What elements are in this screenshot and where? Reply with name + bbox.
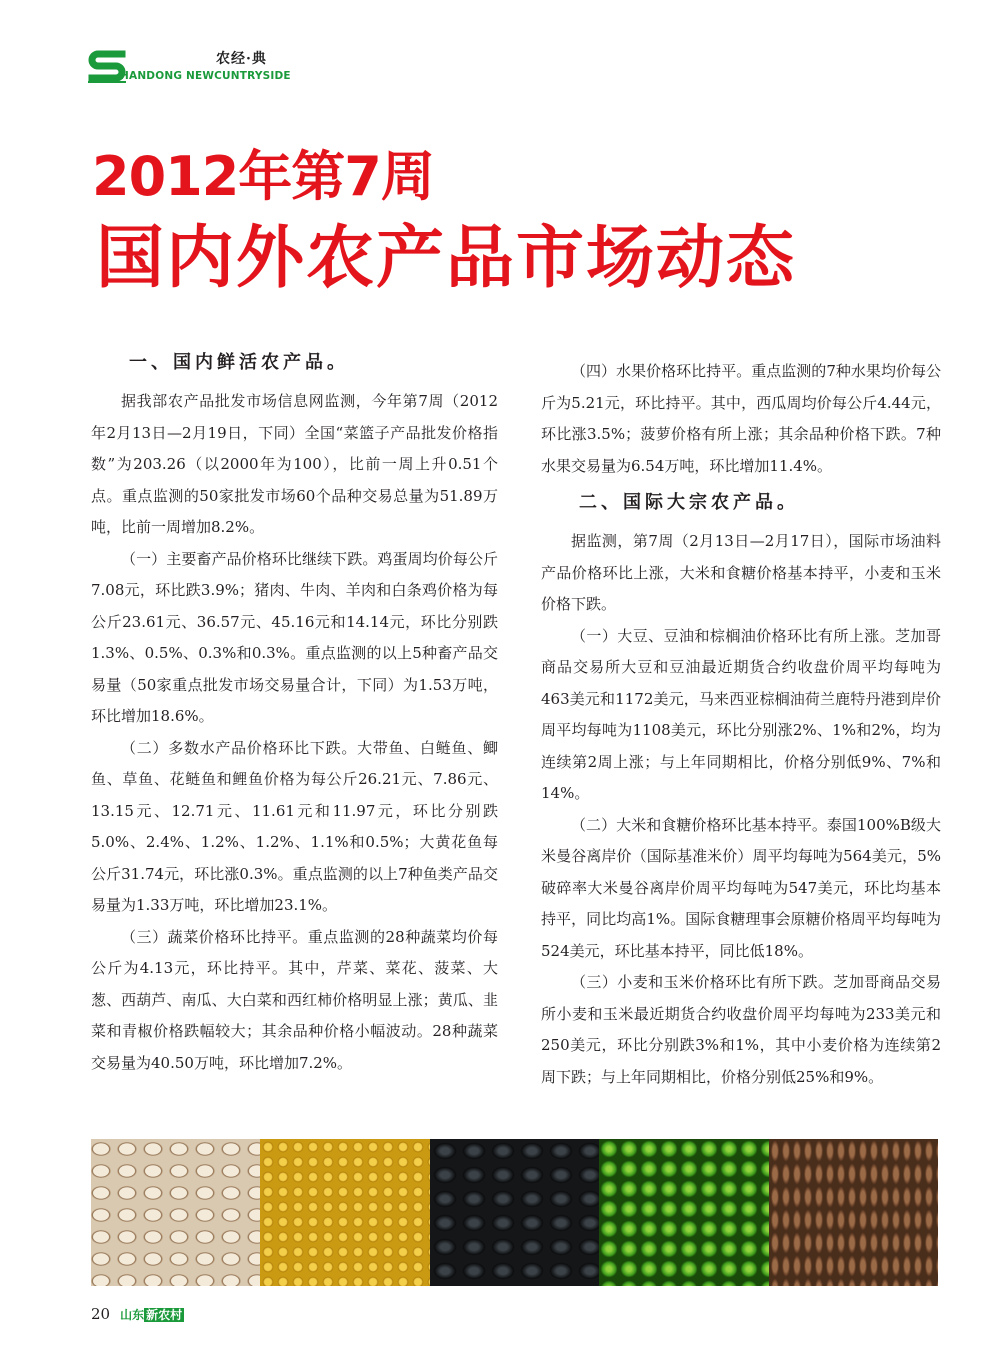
- grain-photo-strip: [91, 1139, 938, 1286]
- body-paragraph: （三）小麦和玉米价格环比有所下跌。芝加哥商品交易所小麦和玉米最近期货合约收盘价周平均每吨为233美元和250美元，环比分别跌3%和1%，其中小麦价格为连续第2周下跌；与上年同期相比，价格分别低25%和9%。: [541, 973, 941, 1086]
- section-category: 农经·典: [216, 51, 267, 67]
- body-paragraph-fruit: （四）水果价格环比持平。重点监测的7种水果均价每公斤为5.21元，环比持平。其中，西瓜周均价每公斤4.44元，环比涨3.5%；菠萝价格有所上涨；其余品种价格下跌。7种水果交易量为6.54万吨，环比增加11.4%。: [541, 362, 941, 475]
- footer-logo-prefix: 山东: [120, 1307, 145, 1322]
- mung-bean-image: [599, 1139, 768, 1286]
- body-paragraph: 据监测，第7周（2月13日—2月17日），国际市场油料产品价格环比上涨，大米和食糖价格基本持平，小麦和玉米价格下跌。: [541, 532, 941, 613]
- body-paragraph: （二）大米和食糖价格环比基本持平。泰国100%B级大米曼谷离岸价（国际基准米价）周平均每吨为564美元，5%破碎率大米曼谷离岸价周平均每吨为547美元，环比均基本持平，同比均高1%。国际食糖理事会原糖价格周平均每吨为524美元，环比基本持平，同比低18%。: [541, 815, 941, 960]
- brown-rice-image: [769, 1139, 938, 1286]
- left-column: [91, 346, 498, 1079]
- page-number: 20: [91, 1305, 111, 1323]
- job-tears-grain-image: [91, 1139, 260, 1286]
- black-bean-image: [430, 1139, 599, 1286]
- section-heading-international: 二、国际大宗农产品。: [579, 492, 799, 513]
- magazine-header: [88, 44, 291, 94]
- body-paragraph: （二）多数水产品价格环比下跌。大带鱼、白鲢鱼、鲫鱼、草鱼、花鲢鱼和鲤鱼价格为每公斤26.21元、7.86元、13.15元、12.71元、11.61元和11.97元，环比分别跌5.0%、2.4%、1.2%、1.2%、1.1%和0.5%；大黄花鱼每公斤31.74元，环比涨0.3%。重点监测的以上7种鱼类产品交易量为1.33万吨，环比增加23.1%。: [91, 738, 498, 914]
- article-title-line2: 国内外农产品市场动态: [96, 219, 797, 298]
- footer-magazine-logo: [120, 1306, 184, 1323]
- footer-logo-suffix: 新农村: [146, 1307, 183, 1322]
- body-paragraph: （一）主要畜产品价格环比继续下跌。鸡蛋周均价每公斤7.08元，环比跌3.9%；猪肉、牛肉、羊肉和白条鸡价格为每公斤23.61元、36.57元、45.16元和14.14元，环比分别跌1.3%、0.5%、0.3%和0.3%。重点监测的以上5种畜产品交易量（50家重点批发市场交易量合计，下同）为1.53万吨，环比增加18.6%。: [91, 549, 498, 725]
- right-column: [541, 356, 941, 1093]
- body-paragraph: （三）蔬菜价格环比持平。重点监测的28种蔬菜均价每公斤为4.13元，环比持平。其中，芹菜、菜花、菠菜、大葱、西葫芦、南瓜、大白菜和西红柿价格明显上涨；黄瓜、韭菜和青椒价格跌幅较大；其余品种价格小幅波动。28种蔬菜交易量为40.50万吨，环比增加7.2%。: [91, 927, 498, 1072]
- section-heading-domestic: 一、国内鲜活农产品。: [129, 352, 349, 373]
- magazine-logo-s-icon: [88, 48, 126, 88]
- body-paragraph: 据我部农产品批发市场信息网监测，今年第7周（2012年2月13日—2月19日，下同）全国“菜篮子产品批发价格指数”为203.26（以2000年为100），比前一周上升0.51个点。重点监测的50家批发市场60个品种交易总量为51.89万吨，比前一周增加8.2%。: [91, 392, 498, 536]
- article-title-line1: 2012年第7周: [92, 145, 434, 208]
- millet-grain-image: [260, 1139, 429, 1286]
- body-paragraph: （一）大豆、豆油和棕榈油价格环比有所上涨。芝加哥商品交易所大豆和豆油最近期货合约收盘价周平均每吨为463美元和1172美元，马来西亚棕榈油荷兰鹿特丹港到岸价周平均每吨为1108美元，环比分别涨2%、1%和2%，均为连续第2周上涨；与上年同期相比，价格分别低9%、7%和14%。: [541, 626, 941, 802]
- page-footer: [91, 1304, 184, 1324]
- magazine-name: HANDONG NEWCUNTRYSIDE: [120, 70, 291, 82]
